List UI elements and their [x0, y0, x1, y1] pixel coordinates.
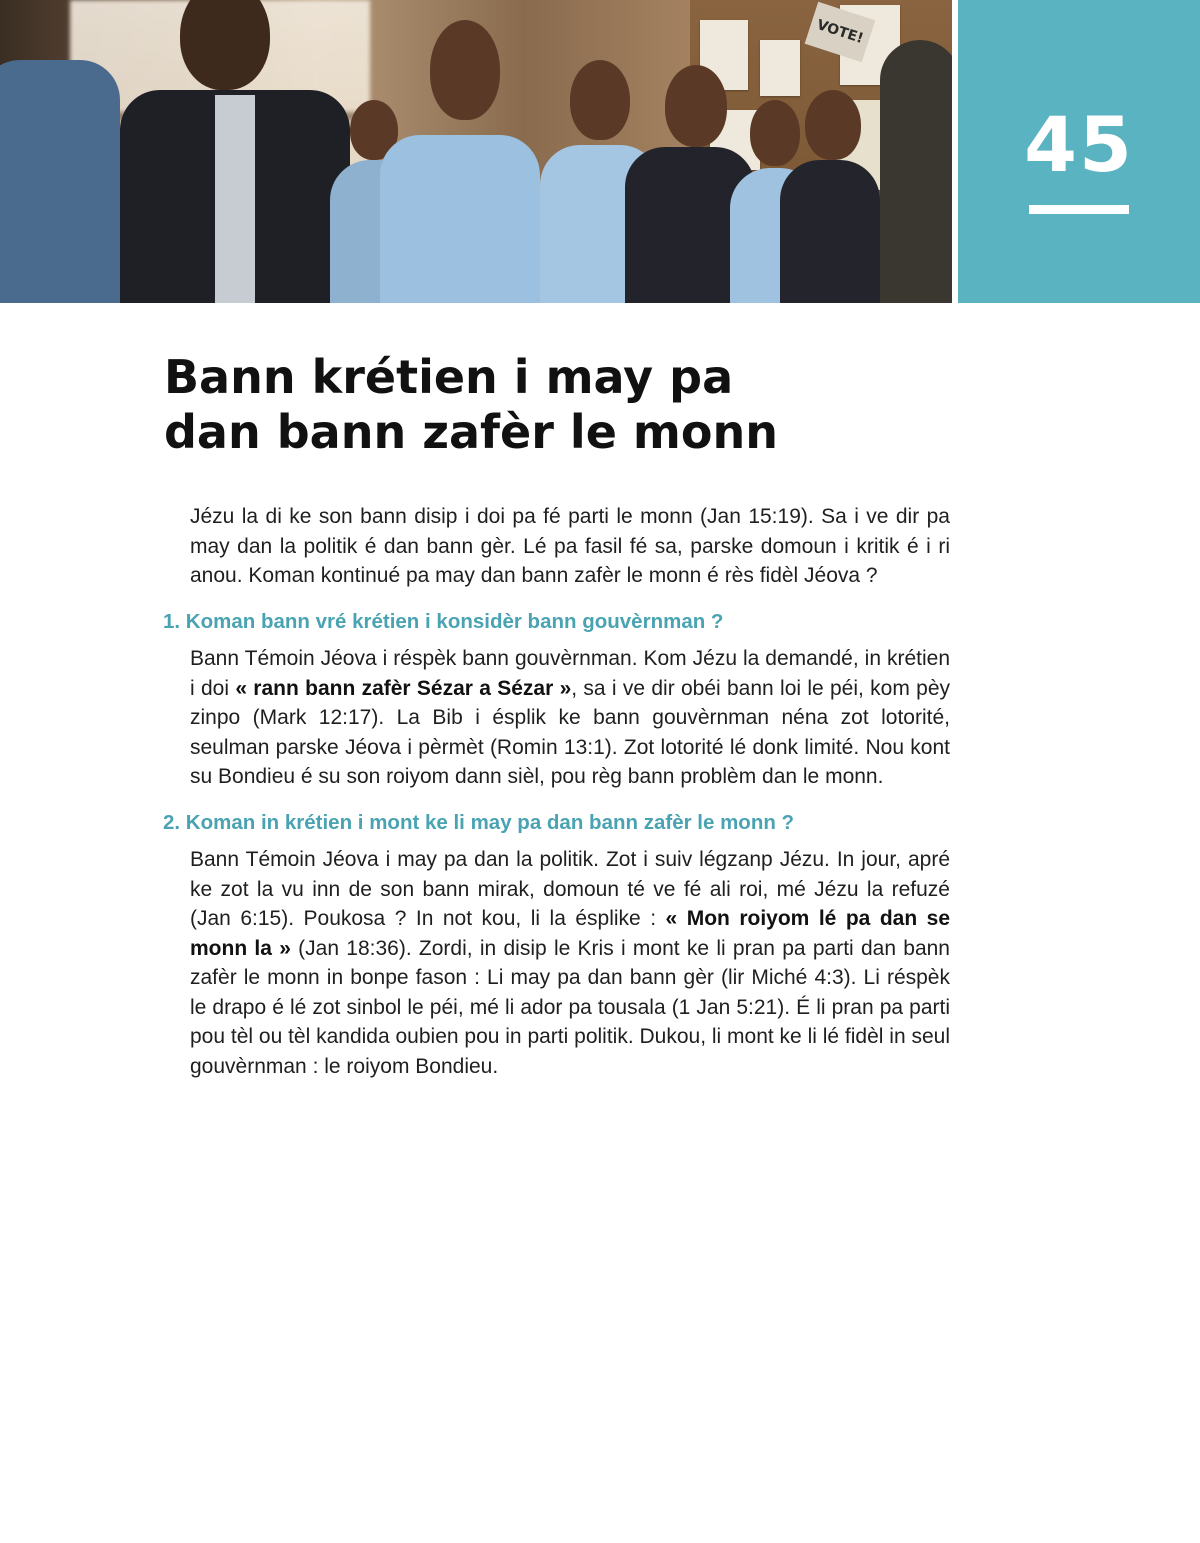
answer-2-paragraph [190, 845, 950, 1081]
answer-2-text-b: (Jan 18:36). Zordi, in disip le Kris i mont ke li pran pa parti dan bann zafèr le monn in bonpe fason : Li may pa dan bann gèr (lir Miché 4:3). Li réspèk le drapo é lé zot sinbol le péi, mé li ador pa tousala (1 Jan 5:21). É li pran pa parti pou tèl ou tèl kandida oubien pou in parti politik. Dukou, li mont ke li lé fidèl in seul gouvèrnman : le roiyom Bondieu. [190, 936, 950, 1078]
person-figure [880, 0, 952, 303]
lesson-title [164, 350, 964, 460]
answer-2-text-a: Bann Témoin Jéova i may pa dan la politik. Zot i suiv légzanp Jézu. In jour, apré ke zot la vu inn de son bann mirak, domoun té ve fé ali roi, mé Jézu la refuzé (Jan 6:15). Poukosa ? In not kou, li la ésplike : [190, 848, 950, 930]
question-1: 1. Koman bann vré krétien i konsidèr bann gouvèrnman ? [163, 609, 724, 633]
vote-poster: VOTE! [805, 2, 876, 62]
question-2: 2. Koman in krétien i mont ke li may pa dan bann zafèr le monn ? [163, 810, 795, 834]
chapter-number: 45 [1024, 100, 1134, 189]
person-figure [0, 0, 120, 303]
intro-paragraph: Jézu la di ke son bann disip i doi pa fé parti le monn (Jan 15:19). Sa i ve dir pa may dan la politik é dan bann gèr. Lé pa fasil fé sa, parske domoun i kritik é i ri anou. Koman kontinué pa may dan bann zafèr le monn é rès fidèl Jéova ? [190, 505, 950, 587]
lesson-body [163, 502, 950, 1081]
chapter-badge [958, 0, 1200, 303]
person-figure [780, 90, 880, 303]
header-photo [0, 0, 952, 303]
lesson-title-line-1: Bann krétien i may pa [164, 350, 734, 404]
scripture-quote-2: « Mon roiyom lé pa dan se monn la » [190, 907, 950, 960]
lesson-title-line-2: dan bann zafèr le monn [164, 405, 778, 459]
answer-1-paragraph [190, 644, 950, 792]
scripture-quote-1: « rann bann zafèr Sézar a Sézar » [235, 676, 572, 700]
person-figure [120, 0, 350, 303]
person-figure [380, 20, 540, 303]
answer-1-text-b: , sa i ve dir obéi bann loi le péi, kom pèy zinpo (Mark 12:17). La Bib i ésplik ke bann gouvèrnman néna zot lotorité, seulman parske Jéova i pèrmèt (Romin 13:1). Zot lotorité lé donk limité. Nou kont su Bondieu é su son roiyom dann sièl, pou règ bann problèm dan le monn. [190, 676, 950, 788]
answer-1-text-a: Bann Témoin Jéova i réspèk bann gouvèrnman. Kom Jézu la demandé, in krétien i doi [190, 647, 950, 700]
chapter-underline [1029, 205, 1129, 214]
